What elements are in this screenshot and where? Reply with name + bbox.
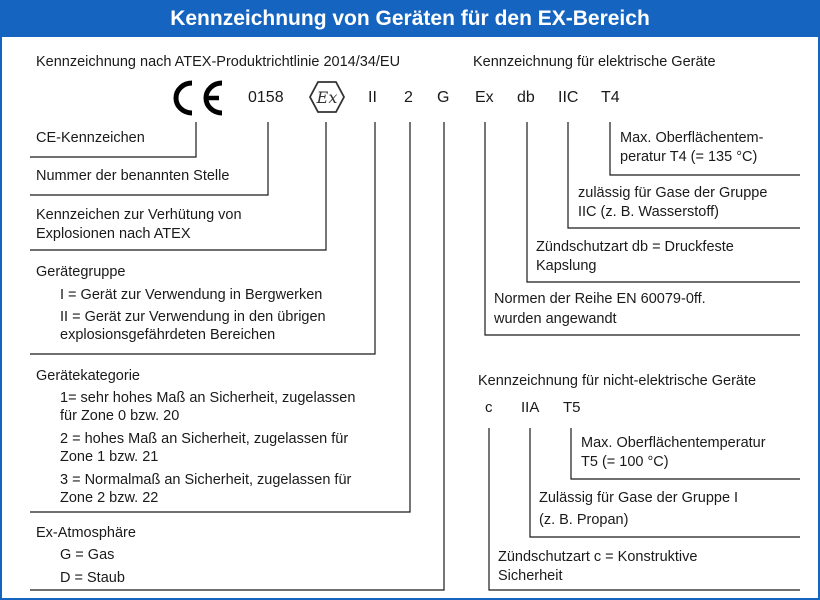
group-mark: II [368,89,377,106]
svg-text:Ex: Ex [316,88,338,107]
ne-prot-label-1: Zündschutzart c = Konstruktive [498,549,698,565]
ce-label: CE-Kennzeichen [36,130,145,146]
atex-heading: Kennzeichnung nach ATEX-Produktrichtlinie 2014/34/EU [36,54,401,70]
electrical-heading: Kennzeichnung für elektrische Geräte [473,54,716,70]
ne-gas-label-2: (z. B. Propan) [539,512,629,528]
ex-hexagon-icon [308,80,346,114]
category-3a: 3 = Normalmaß an Sicherheit, zugelassen für [60,472,352,488]
el-temp-class-mark: T4 [601,89,620,106]
el-gas-group-mark: IIC [558,89,579,106]
category-2a: 2 = hohes Maß an Sicherheit, zugelassen für [60,431,349,447]
atmosphere-d: D = Staub [60,570,125,586]
group-heading: Gerätegruppe [36,264,126,280]
ne-temp-label-1: Max. Oberflächentemperatur [581,435,766,451]
nb-label: Nummer der benannten Stelle [36,168,230,184]
ne-protection-mark: c [485,399,493,416]
el-ex-label-1: Normen der Reihe EN 60079-0ff. [494,291,706,307]
ex-label-2: Explosionen nach ATEX [36,226,191,242]
ne-temp-class-mark: T5 [563,399,581,416]
notified-body-number: 0158 [248,89,284,106]
ne-gas-group-mark: IIA [521,399,540,416]
group-i: I = Gerät zur Verwendung in Bergwerken [60,287,323,303]
non-electrical-heading: Kennzeichnung für nicht-elektrische Geräte [478,373,757,389]
category-3b: Zone 2 bzw. 22 [60,490,159,506]
atmosphere-heading: Ex-Atmosphäre [36,525,136,541]
ce-mark-icon [170,80,226,116]
group-ii-1: II = Gerät zur Verwendung in den übrigen [60,309,326,325]
el-prot-label-1: Zündschutzart db = Druckfeste [536,239,734,255]
el-gas-label-1: zulässig für Gase der Gruppe [578,185,768,201]
el-protection-mark: db [517,89,535,106]
atmosphere-g: G = Gas [60,547,115,563]
el-gas-label-2: IIC (z. B. Wasserstoff) [578,204,719,220]
ex-label-1: Kennzeichen zur Verhütung von [36,207,242,223]
category-1a: 1= sehr hohes Maß an Sicherheit, zugelassen [60,390,356,406]
ne-prot-label-2: Sicherheit [498,568,563,584]
atmosphere-mark: G [437,89,450,106]
ne-temp-label-2: T5 (= 100 °C) [581,454,669,470]
el-temp-label-1: Max. Oberflächentem- [620,130,764,146]
el-ex-label-2: wurden angewandt [494,311,617,327]
category-1b: für Zone 0 bzw. 20 [60,408,180,424]
category-mark: 2 [404,89,413,106]
category-heading: Gerätekategorie [36,368,140,384]
connector-atmosphere [30,122,444,590]
page-title: Kennzeichnung von Geräten für den EX-Bereich [0,0,820,37]
el-temp-label-2: peratur T4 (= 135 °C) [620,149,758,165]
group-ii-2: explosionsgefährdeten Bereichen [60,327,276,343]
el-prot-label-2: Kapslung [536,258,597,274]
category-2b: Zone 1 bzw. 21 [60,449,159,465]
el-ex-mark: Ex [475,89,494,106]
ne-gas-label-1: Zulässig für Gase der Gruppe I [539,490,739,506]
